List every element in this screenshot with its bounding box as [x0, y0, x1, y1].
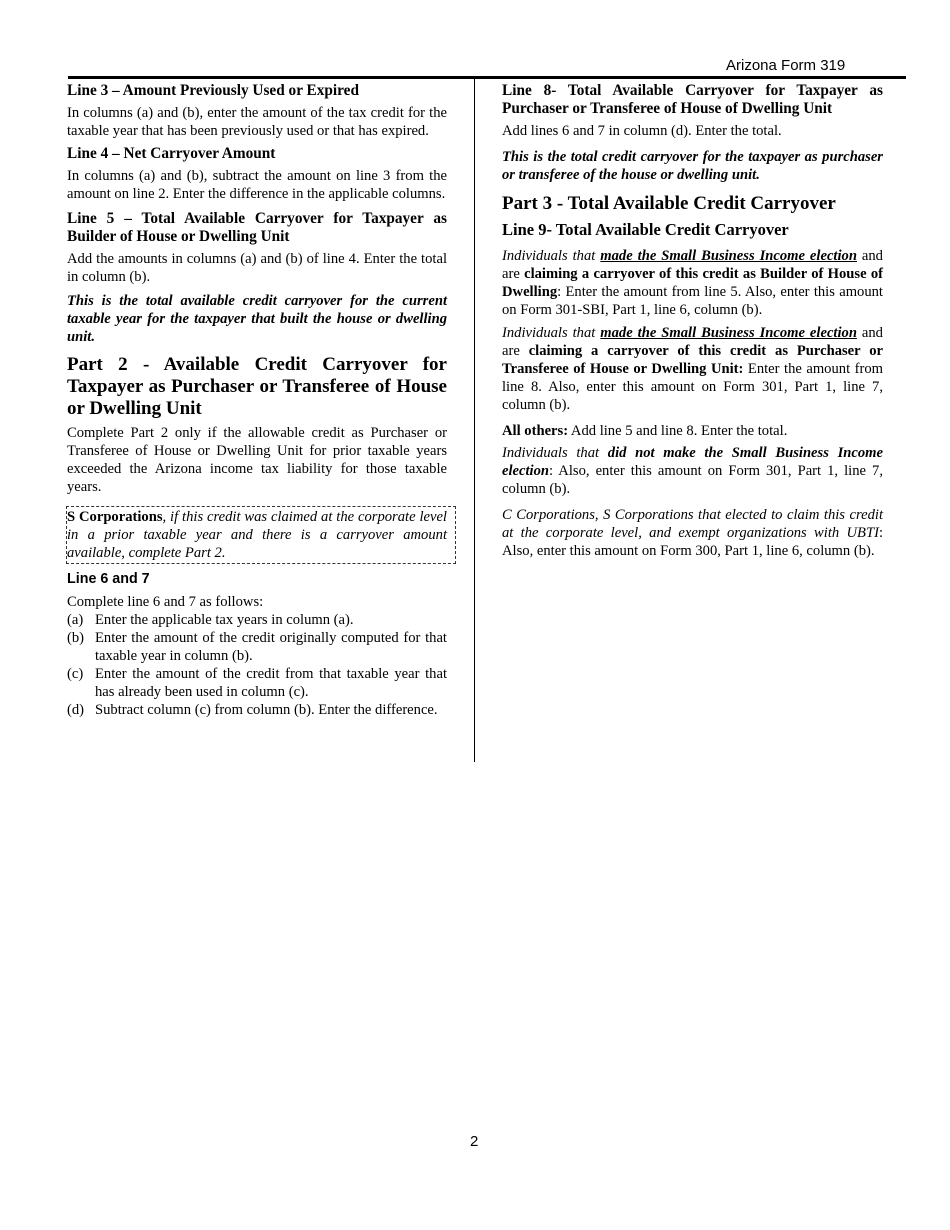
line8-body: Add lines 6 and 7 in column (d). Enter the total. [502, 123, 782, 139]
line9-paragraph-5: C Corporations, S Corporations that elected to claim this credit at the corporate level, and exempt organizations with UBTI: Also, enter this amount on Form 300, Part 1, line 6, column (b). [502, 507, 883, 559]
line9-paragraph-4: Individuals that did not make the Small Business Income election: Also, enter this amount on Form 301, Part 1, line 7, column (b). [502, 445, 883, 497]
line9-heading: Line 9- Total Available Credit Carryover [502, 220, 789, 239]
list-item: (b) Enter the amount of the credit originally computed for that taxable year in column (b). [67, 630, 447, 664]
line6and7-heading: Line 6 and 7 [67, 571, 150, 587]
line3-body: In columns (a) and (b), enter the amount of the tax credit for the taxable year that has been previously used or that has expired. [67, 105, 447, 139]
list-item: (d) Subtract column (c) from column (b). Enter the difference. [67, 702, 438, 718]
part3-heading: Part 3 - Total Available Credit Carryover [502, 193, 836, 214]
header-rule [68, 76, 906, 79]
line6and7-list [67, 611, 447, 719]
line8-heading: Line 8- Total Available Carryover for Taxpayer as Purchaser or Transferee of House of Dwelling Unit [502, 82, 883, 117]
line6and7-intro: Complete line 6 and 7 as follows: [67, 594, 264, 610]
s-corporations-label: S Corporations [67, 509, 163, 525]
page-number: 2 [470, 1133, 479, 1150]
line9-paragraph-1: Individuals that made the Small Business Income election and are claiming a carryover of this credit as Builder of House of Dwelling: Enter the amount from line 5. Also, enter this amount on Form 301-SBI, Part 1, line 6, column (b). [502, 248, 883, 318]
line9-paragraph-2: Individuals that made the Small Business Income election and are claiming a carryover of this credit as Purchaser or Transferee of House or Dwelling Unit: Enter the amount from line 8. Also, enter this amount on Form 301, Part 1, line 7, column (b). [502, 325, 883, 413]
column-divider [474, 78, 475, 762]
line4-body: In columns (a) and (b), subtract the amount on line 3 from the amount on line 2. Enter the difference in the applicable columns. [67, 168, 447, 202]
left-column [67, 82, 447, 719]
list-item: (c) Enter the amount of the credit from that taxable year that has already been used in column (c). [67, 666, 447, 700]
line5-heading: Line 5 – Total Available Carryover for Taxpayer as Builder of House or Dwelling Unit [67, 210, 447, 245]
line9-paragraph-3: All others: Add line 5 and line 8. Enter the total. [502, 423, 788, 439]
list-item: (a) Enter the applicable tax years in column (a). [67, 612, 354, 628]
part2-body: Complete Part 2 only if the allowable credit as Purchaser or Transferee of House or Dwelling Unit for prior taxable years exceeded the Arizona income tax liability for those taxable years. [67, 425, 447, 495]
line3-heading: Line 3 – Amount Previously Used or Expired [67, 82, 359, 99]
line4-heading: Line 4 – Net Carryover Amount [67, 145, 276, 162]
s-corporations-box [66, 506, 456, 564]
right-column [502, 82, 883, 560]
s-corporations-text: , if this credit was claimed at the corporate level in a prior taxable year and there is a carryover amount available, complete Part 2. [67, 509, 447, 561]
line8-note: This is the total credit carryover for the taxpayer as purchaser or transferee of the house or dwelling unit. [502, 149, 883, 183]
line5-note: This is the total available credit carryover for the current taxable year for the taxpayer that built the house or dwelling unit. [67, 293, 447, 345]
form-title: Arizona Form 319 [726, 57, 846, 74]
line5-body: Add the amounts in columns (a) and (b) of line 4. Enter the total in column (b). [67, 251, 447, 285]
part2-heading: Part 2 - Available Credit Carryover for Taxpayer as Purchaser or Transferee of House or Dwelling Unit [67, 354, 447, 419]
